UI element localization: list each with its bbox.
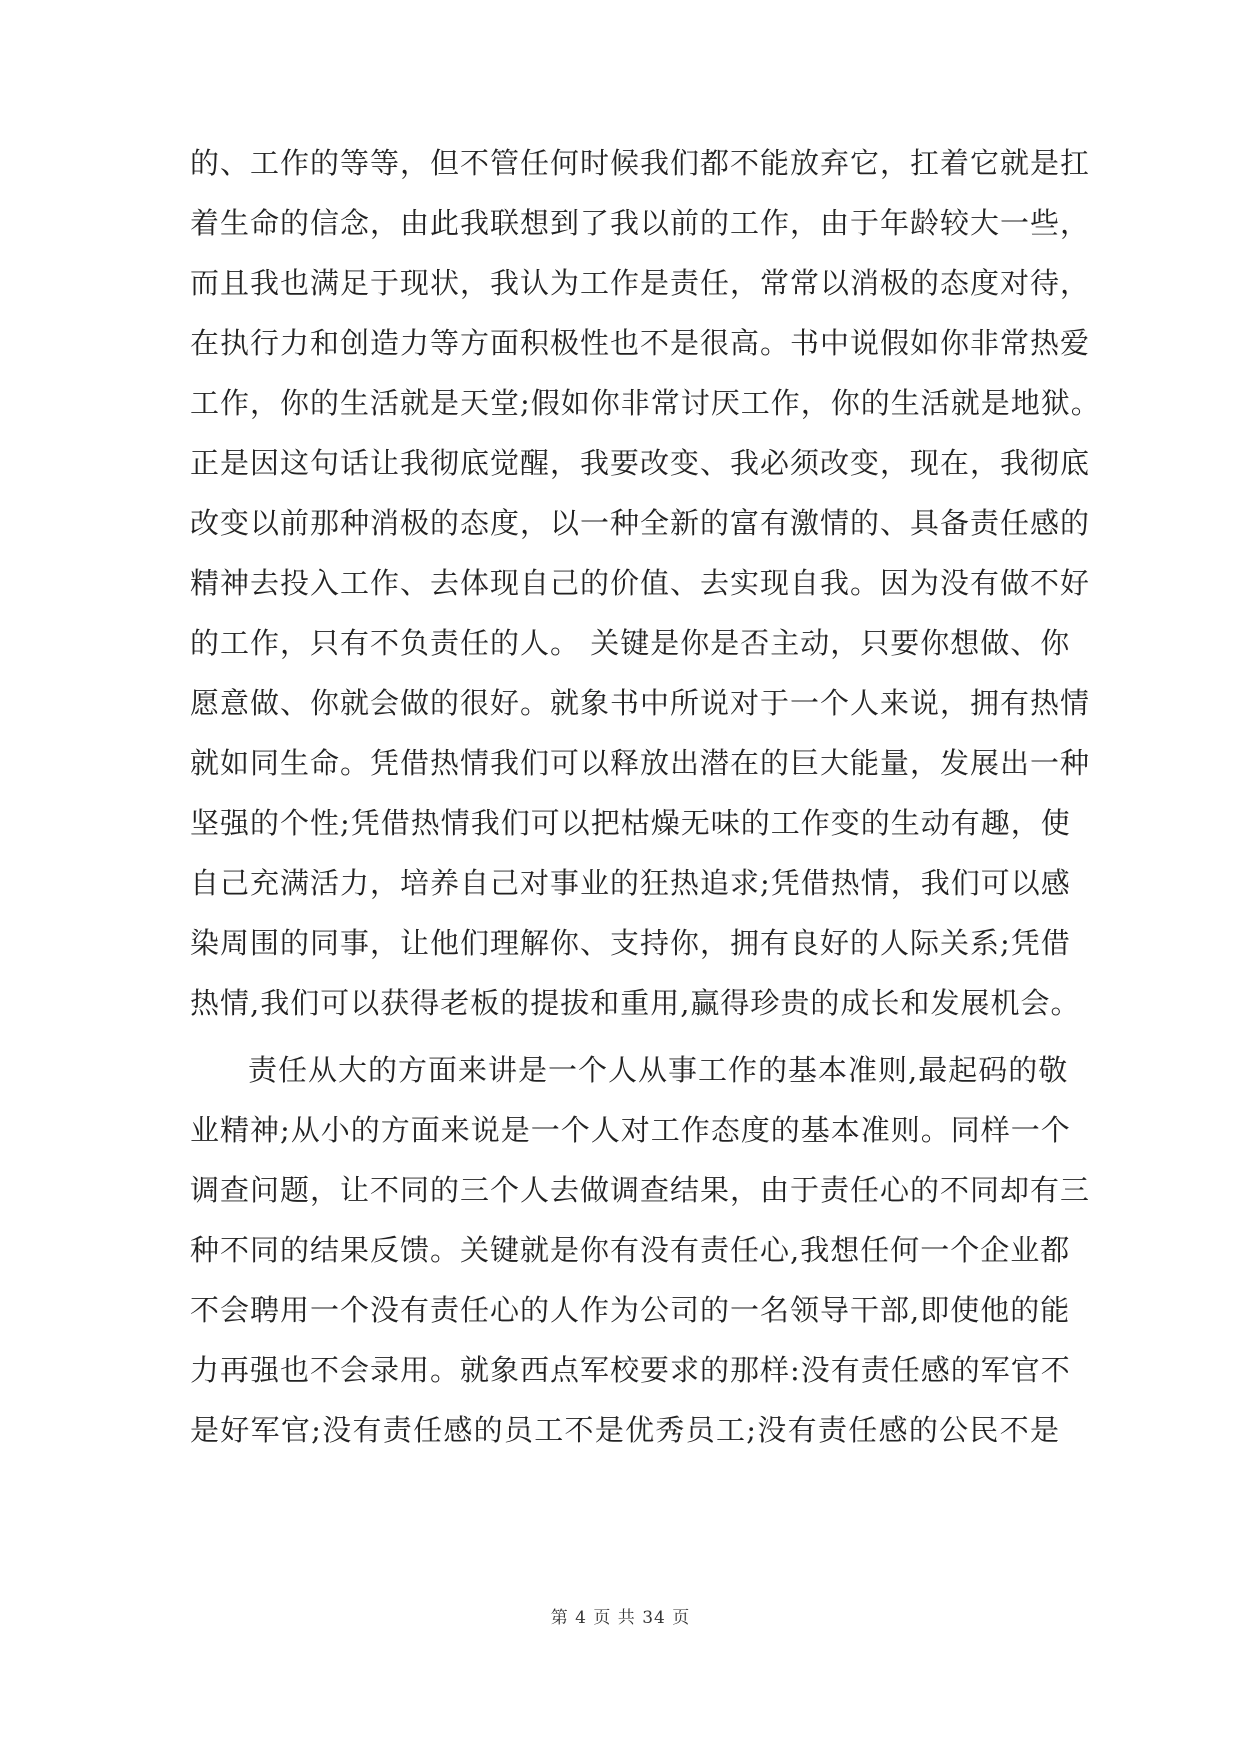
- text-line: 精神去投入工作、去体现自己的价值、去实现自我。因为没有做不好: [190, 566, 1091, 600]
- text-line: 工作，你的生活就是天堂;假如你非常讨厌工作，你的生活就是地狱。: [190, 386, 1101, 420]
- text-line: 的工作，只有不负责任的人。 关键是你是否主动，只要你想做、你: [190, 626, 1071, 660]
- text-line: 改变以前那种消极的态度，以一种全新的富有激情的、具备责任感的: [190, 506, 1091, 540]
- text-line: 正是因这句话让我彻底觉醒，我要改变、我必须改变，现在，我彻底: [190, 446, 1091, 480]
- text-line: 愿意做、你就会做的很好。就象书中所说对于一个人来说，拥有热情: [190, 686, 1091, 720]
- text-line: 种不同的结果反馈。关键就是你有没有责任心,我想任何一个企业都: [190, 1233, 1071, 1267]
- text-line: 业精神;从小的方面来说是一个人对工作态度的基本准则。同样一个: [190, 1113, 1071, 1147]
- text-line: 就如同生命。凭借热情我们可以释放出潜在的巨大能量，发展出一种: [190, 746, 1091, 780]
- paragraph-first-line: 责任从大的方面来讲是一个人从事工作的基本准则,最起码的敬: [248, 1053, 1069, 1087]
- text-line: 不会聘用一个没有责任心的人作为公司的一名领导干部,即使他的能: [190, 1293, 1071, 1327]
- text-line: 坚强的个性;凭借热情我们可以把枯燥无味的工作变的生动有趣，使: [190, 806, 1071, 840]
- text-line: 调查问题，让不同的三个人去做调查结果，由于责任心的不同却有三: [190, 1173, 1091, 1207]
- text-line: 染周围的同事，让他们理解你、支持你，拥有良好的人际关系;凭借: [190, 926, 1071, 960]
- text-line: 力再强也不会录用。就象西点军校要求的那样:没有责任感的军官不: [190, 1353, 1071, 1387]
- text-line: 在执行力和创造力等方面积极性也不是很高。书中说假如你非常热爱: [190, 326, 1091, 360]
- page-number-footer: 第 4 页 共 34 页: [550, 1608, 691, 1628]
- text-line: 自己充满活力，培养自己对事业的狂热追求;凭借热情，我们可以感: [190, 866, 1071, 900]
- text-line: 热情,我们可以获得老板的提拔和重用,赢得珍贵的成长和发展机会。: [190, 986, 1081, 1020]
- text-line: 着生命的信念，由此我联想到了我以前的工作，由于年龄较大一些，: [190, 206, 1091, 240]
- text-line: 是好军官;没有责任感的员工不是优秀员工;没有责任感的公民不是: [190, 1413, 1060, 1447]
- text-line: 的、工作的等等，但不管任何时候我们都不能放弃它，扛着它就是扛: [190, 146, 1091, 180]
- text-line: 而且我也满足于现状，我认为工作是责任，常常以消极的态度对待，: [190, 266, 1091, 300]
